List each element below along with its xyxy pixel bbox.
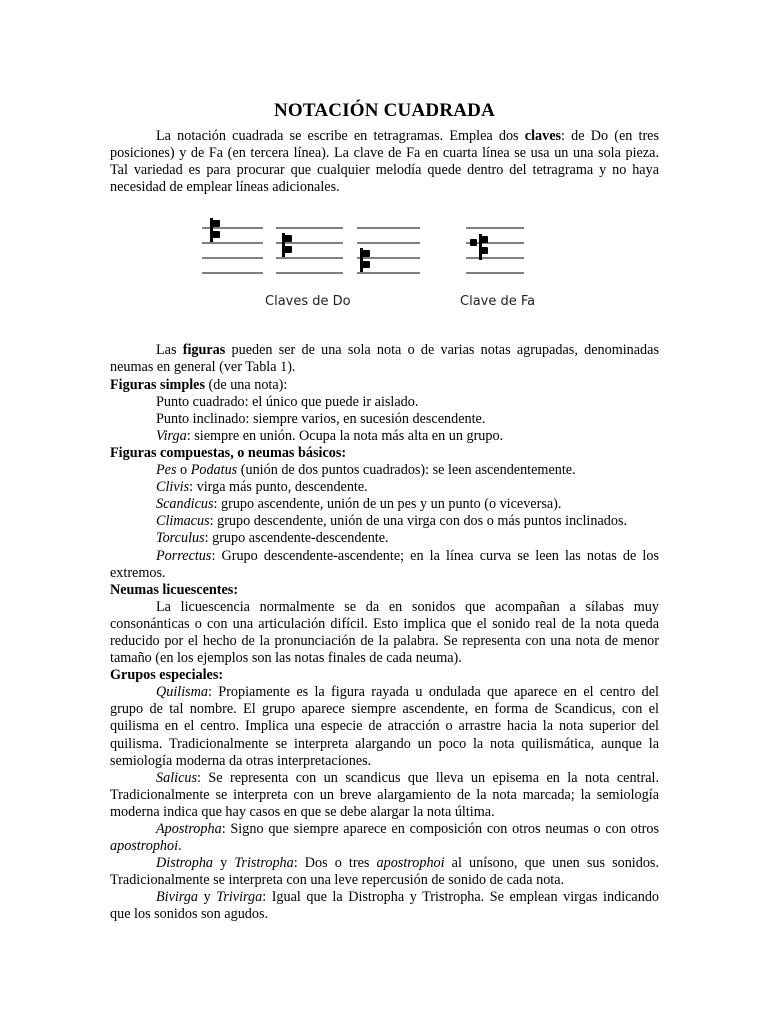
term-porrectus: Porrectus [156,547,212,564]
term-tristropha: Tristropha [234,855,294,872]
figuras-bold: figuras [182,342,226,359]
term-pes: Pes [156,462,177,479]
item-porrectus [110,548,659,582]
salicus-text: : Se representa con un scandicus que lleva un episema en la nota central. Tradicionalmente se interpreta con un breve alargamiento de la nota marcada; la semiología moderna indica que hay casos en que se debe alargar la nota última. [110,769,659,820]
term-apostrophoi: apostrophoi [110,838,179,855]
torculus-text: : grupo ascendente-descendente. [204,530,389,547]
term-apostropha: Apostropha [156,821,222,837]
figuras-text-2: pueden ser de una sola nota o de varias notas agrupadas, denominadas neumas en general (ver Tabla 1). [110,342,659,376]
term-scandicus: Scandicus [156,496,214,513]
apostropha-text: : Signo que siempre aparece en composición con otros neumas o con otros [221,821,659,837]
page-title: NOTACIÓN CUADRADA [273,100,496,121]
figuras-text-1: Las [156,342,183,359]
compuestas-heading [110,445,659,462]
simples-heading-rest: (de una nota): [204,376,288,393]
distropha-text-1: : Dos o tres [293,855,377,872]
climacus-text: : grupo descendente, unión de una virga con dos o más puntos inclinados. [209,513,628,530]
item-torculus [110,530,659,547]
term-clivis: Clivis [156,479,190,496]
especiales-heading [110,667,659,684]
apostropha-end: . [178,838,182,855]
compuestas-heading-bold: Figuras compuestas, o neumas básicos: [110,444,347,461]
simples-heading-bold: Figuras simples [110,376,205,393]
distropha-text-2: al unísono, que unen sus sonidos. Tradicionalmente se interpreta con una leve repercusión de sonido de cada nota. [110,855,659,889]
scandicus-text: : grupo ascendente, unión de un pes y un punto (o viceversa). [213,496,562,513]
term-distropha: Distropha [156,855,214,872]
simples-item-punto-cuadrado: Punto cuadrado: el único que puede ir aislado. [156,393,419,410]
term-trivirga: Trivirga [216,889,263,906]
clefs-figure [110,208,659,320]
item-apostropha [110,821,659,855]
clefs-illustration [110,208,659,320]
item-distropha [110,855,659,889]
item-salicus [110,770,659,821]
especiales-heading-bold: Grupos especiales: [110,667,224,684]
term-salicus: Salicus [156,769,197,786]
term-torculus: Torculus [156,530,205,547]
simples-heading [110,377,659,394]
virga-text: : siempre en unión. Ocupa la nota más alta en un grupo. [186,427,504,444]
pes-text: (unión de dos puntos cuadrados): se leen ascendentemente. [237,462,576,479]
simples-item-punto-inclinado: Punto inclinado: siempre varios, en sucesión descendente. [156,410,486,427]
document-content [110,100,659,924]
intro-bold-claves: claves [524,128,562,144]
intro-text-1: La notación cuadrada se escribe en tetragramas. Emplea dos [156,128,525,144]
bivirga-text: : Igual que la Distropha y Tristropha. Se emplean virgas indicando que los sonidos son agudos. [110,889,660,923]
licuescentes-paragraph: La licuescencia normalmente se da en sonidos que acompañan a sílabas muy consonánticas o con una articulación difícil. Esto implica que el sonido real de la nota queda reducido por el hecho de la pronunciación de la palabra. Se representa con una nota de menor tamaño (en los ejemplos son las notas finales de cada neuma). [110,598,659,667]
item-clivis [110,479,659,496]
item-quilisma [110,684,659,769]
label-claves-do: Claves de Do [265,294,351,310]
distropha-y: y [213,855,235,872]
term-apostrophoi-2: apostrophoi [376,855,445,872]
item-bivirga [110,889,659,923]
intro-paragraph [110,128,659,196]
intro-text-2: : de Do (en tres posiciones) y de Fa (en tercera línea). La clave de Fa en cuarta línea se usa un una sola pieza. Tal variedad es para procurar que cualquier melodía quede dentro del tetragrama y no haya necesidad de emplear líneas adicionales. [110,128,659,196]
clivis-text: : virga más punto, descendente. [189,479,368,496]
licuescentes-heading-bold: Neumas licuescentes: [110,581,239,598]
figuras-paragraph [110,342,659,376]
term-climacus: Climacus [156,513,210,530]
term-quilisma: Quilisma [156,684,209,701]
quilisma-text: : Propiamente es la figura rayada u ondulada que aparece en el centro del grupo de tal nombre. El grupo aparece siempre ascendente, en forma de Scandicus, con el quilisma en el centro. Implica una especie de atracción o arrastre hacia la nota superior del quilisma. Tradicionalmente se interpreta alargando un poco la nota quilismática, aunque la semiología moderna da otras interpretaciones. [110,684,659,769]
bivirga-y: y [198,889,217,906]
term-bivirga: Bivirga [156,889,199,906]
licuescentes-heading [110,582,659,599]
pes-o: o [176,462,191,479]
term-virga: Virga [156,427,187,444]
porrectus-text: : Grupo descendente-ascendente; en la línea curva se leen las notas de los extremos. [110,547,659,581]
item-climacus [110,513,659,530]
item-scandicus [110,496,659,513]
term-podatus: Podatus [190,462,238,479]
label-clave-fa: Clave de Fa [460,294,536,310]
item-pes [110,462,659,479]
simples-item-virga [110,428,659,445]
